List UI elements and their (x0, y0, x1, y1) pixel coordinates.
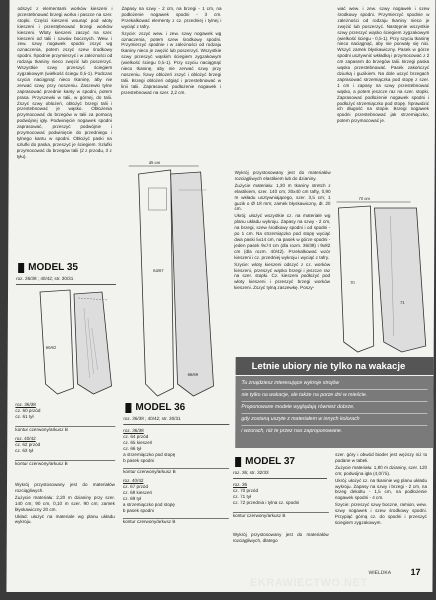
banner-line: nie tylko na wakacje, ale także na porze dni w mieście. (241, 390, 427, 402)
model37-sizes-main: roz. 36; str. 32/33 (233, 470, 269, 475)
model36-sizes-main: roz. 36/38 ; 40/42; str. 30/31 (123, 416, 181, 421)
model35-sizes (16, 276, 116, 282)
size-row: cz. 69 tył (122, 496, 142, 501)
pattern-label: 64/67 (153, 268, 164, 273)
size-row: roz. 40/42 (15, 436, 36, 441)
col2-paragraph: Szycie: zszyć wew. i zew. szwy nogawek wg oznaczenia, potem szew środkowy spodni. Przymierzyć spodnie i w zależności od rodzaju tkaniny nieco je zwężić lub poszerzyć. Wszystkie szwy przeszyć wąskim ściegiem zygzakowym (wielkość ściegu 0,5-1). Przy szyciu naciągnąć nieco tkaninę, aby nie zerwać szwy przy noszeniu. Szwy oblożeń zszyć i oblożyć brzegi talii. Brzegi oblożeń odgiąć i przestebnować w linii talii. Zaprasować podłożenie nogawek i przestebnować na szer. 2,2 cm. (121, 30, 222, 95)
col3-paragraph: Ukrój: ułożyć wszystkie cz. na materiale wg planu układu wykroju. Zapasy na szwy - 2 cm, na brzegi, szew środkowy spodni i od spodni - po 1 cm. Na strzemiączko pod stopę wyciąć dwa paski 5x14 cm, na pasek w górze spodni - jeden pasek 9x74 cm (dla rozm. 36/38) i 9x82 cm (dla rozm. 40/42). Przekalkować wzór kieszeni i cz. przedniej wykroju i wyciąć z tafry. (234, 213, 331, 260)
size-row: b pasek spodni (122, 508, 154, 513)
model-marker-icon (18, 263, 24, 273)
measure-label: 70 cm (358, 196, 370, 201)
banner-line: i wzorach, niż te przez nas zaproponowane. (241, 428, 343, 434)
magazine-page (6, 0, 435, 592)
col4-paragraph: wać wew. i zew. szwy nogawek i szew środkowy spodni. Przymierzyć spodnie w zależności od rodzaju tkaniny nieco je zwężić lub poszerzyć. Następnie wszystkie szwy przeszyć wąsko ściegiem zygzakowym (wielkość ściegu - 0,5-1). Przy szyciu tkaninę nieco naciągnąć, aby nie porwały się nici. Wszyć zamek błyskawiczny. Pasek w górze spodni usztywnić wkładką i przymocować z 2 cm zapasem do brzegów talii. Brzegi paska wąsko przestebnować. Pasek zakończyć dziurką i guzikiem. Na dole uszyć brzegach zaprasować strzemiączka pod stopę z szer. 1 cm i zapasy na szwy przestebnować wąsko, a potem jeszcze raz na szer. stopki. Zaprasować podłożenie nogawek spodni i podłożyć strzemiączko pod stopę. Sprawdzić ich długość na stopie. Brzegi nogawek spodni przestebnować jak strzemiączko, potem przymocować je. (336, 6, 430, 124)
banner-line: Tu znajdziesz interesujące wykroje strojów (242, 378, 428, 390)
measure-label: 45 cm (148, 160, 161, 165)
col4-bottom-paragraph: Ukrój: ułożyć cz. na tkaninie wg planu układu wykroju. Zapasy na szwy i brzegi - 2 cm, na brzeg dekoltu - 1,5 cm, na podłożenie nogawek spodni - 4 cm. (334, 477, 428, 501)
size-row: cz. 60 przód (15, 408, 41, 413)
page-number: 17 (410, 567, 421, 577)
size-row: b pasek spodni (123, 458, 155, 463)
col4-bottom-text (335, 452, 427, 527)
model35-wykroj: Wykrój przystosowany jest do materiałów rozciągliwych. (14, 482, 116, 493)
pattern-label: 71 (399, 300, 405, 305)
model36-title: MODEL 36 (135, 402, 186, 413)
model35-title: MODEL 35 (28, 262, 79, 273)
size-row: cz. 65 kieszeń (123, 440, 153, 445)
model35-instructions (15, 482, 115, 526)
banner-title: Letnie ubiory nie tylko na wakacje (251, 360, 406, 372)
col3-text (234, 170, 331, 292)
banner-line: Proponowane modele wyglądają również dobrze, (241, 402, 427, 414)
col4-bottom-paragraph: szer. góry i obwód bioder jest węższy niż to podane w tabeli. (335, 452, 428, 463)
model37-title: MODEL 37 (245, 456, 296, 467)
size-row: cz. 62 przód (15, 442, 41, 447)
model37-size-list (233, 482, 329, 519)
size-row: cz. 64 przód (123, 434, 149, 439)
col3-paragraph: Wykrój przystosowany jest do materiałów rozciągliwych elastikiem lub do dzianiny. (234, 170, 331, 181)
col3-paragraph: Zużycie materiału: 1,30 m tkaniny stretch z elastikiem, szer. 140 cm; 30x40 cm tafty, 0,90 m wkładu usztywniającego, szer. 3,5 cm; 1 guzik o Ø 18 mm; zamek błyskawiczny, dł. 20 cm. (234, 182, 331, 212)
banner-line: gdy zostaną uszyte z materiałem w innych kolorach (241, 414, 427, 426)
model37-pattern (330, 196, 435, 356)
col4-text (337, 6, 430, 125)
model37-heading (235, 456, 295, 467)
model-marker-icon (235, 457, 241, 467)
col4-bottom-paragraph: Zużycie materiału: 1,80 m dzianiny, szer. 120 cm; podwójna igła (4,0/75). (335, 464, 428, 476)
size-row: cz. 70 przód (232, 488, 259, 493)
size-row: cz. 71 tył (232, 494, 252, 499)
pattern-label: 60/62 (45, 345, 57, 350)
size-row: a strzemiączko pod stopę (123, 452, 176, 457)
model35-zuzycie: Zużycie materiału: 2,20 m dzianiny przy szer. 140 cm; 90 cm, 0,10 m szer. 90 cm; zamek błyskawiczny 20 cm. (14, 494, 115, 512)
model36-size-list (123, 428, 230, 525)
size-row: roz. 36 (232, 482, 248, 487)
size-row: a strzemiączko pod stopę (122, 502, 176, 507)
model35-pattern (29, 288, 122, 398)
col2-text (121, 6, 221, 97)
size-row: cz. 72 przednia i tylna cz. spodni (232, 500, 300, 505)
pattern-label: 66/69 (187, 372, 199, 377)
banner-intro (235, 376, 433, 448)
section-banner (236, 357, 434, 375)
size-row: kontur czerwony/arkusz B (233, 512, 329, 519)
model37-sizes (233, 470, 329, 476)
divider (16, 284, 116, 285)
divider (233, 478, 327, 479)
size-row: roz. 36/38 (15, 402, 36, 407)
size-row: cz. 66 tył (123, 446, 142, 451)
model37-wykroj: Wykrój przystosowany jest do materiałów rozciągliwych, dlatego (232, 532, 329, 543)
size-row: kontur czerwony/arkusz B (15, 460, 115, 467)
size-row: kontur czerwony/arkusz B (123, 518, 229, 525)
model35-heading (18, 262, 78, 273)
size-row: kontur czerwony/arkusz B (123, 468, 229, 475)
model35-uklad: Układ: ułożyć na materiale wg planu układu wykroju. (14, 513, 115, 525)
model36-sizes (123, 416, 231, 422)
size-row: cz. 63 tył (15, 448, 34, 453)
model35-sizes-main: roz. 36/38 ; 40/42; str. 30/31 (16, 276, 74, 281)
size-row: roz. 40/42 (123, 478, 144, 483)
col4-bottom-paragraph: Szycie: przeszyć szwy boczne, ramion, wew. szwy nogawek i szew środkowy spodni. Przypiąć górną cz. do spodni i przeszyć ściegiem zygzakowym. (334, 502, 427, 525)
pattern-label: 70 (350, 280, 355, 285)
footer-magazine-name: WIELDKA (368, 570, 392, 576)
model36-heading (125, 402, 185, 413)
model-marker-icon (125, 403, 131, 413)
size-row: kontur czerwony/arkusz B (15, 426, 115, 433)
watermark: EKRAWIECTWO.NET (250, 577, 368, 589)
divider (123, 424, 229, 425)
col1-text (17, 6, 113, 161)
col2-paragraph: Zapasy na szwy - 2 cm, na brzegi - 1 cm, na podłożenie nogawek spodni - 3 cm. Przekalkować elementy z cz. przedniej i tylnej i wyciąć z tafry. (121, 6, 222, 29)
model36-pattern (117, 160, 224, 400)
col1-paragraph: odszyć z elementami worków kieszeni i przestebnować brzegi worka i paszce na szer. stopki. Części kieszeni wsunąć pod wloty kieszeni i przestębnować brzegi worków kieszeni. Wloty kieszeni zaszyć na szer. kieszeni od talii i szwów bocznych. Wew. i zew. szwy nogawek spodni zszyć wg oznaczenia, potem zszyć szew środkowy spodni. Spodnie przymierzyć i w zależności od rodzaju tkaniny nieco zwężić lub poszerzyć. Wszystkie szwy przeszyć ściegiem zygzakowym (wielkość ściegu 0,5-1). Podczas szycia naciągnąć nieco tkaninę, aby nie zerwać szwy przy noszeniu. Zaszewki tylne zaprasować przednie kanty w spodni, potem prasa. Przyszewki w talii, w górnej, do talii. Zszyć szwy oblożeń, oblożyć brzegi talii i przestebnować je wąsko. Oblożenia przymocować do brzegów w talii za pomocą podwójnej igły. Podwinięcie nogawek spodni zaprasować, przeszyć podwójnie i przymocować podwinięcie do przedniego i tylnego kantu w spodni. Oblożyć paski na szlufki do paska, przeszyć je ściegiem. Szlufki przymocować do brzegów talii (2 z przodu, 3 z tyłu). (16, 6, 113, 159)
model35-size-list (15, 402, 115, 467)
model37-wykroj-text (233, 532, 329, 545)
col3-paragraph: Szycie: wloty kieszeni odszyć z cz. worków kieszeni, przeszyć wąsko brzegi i jeszcze raz na szer. stopki. Cz. kieszeni podłożyć pod wloty kieszeni i przeszyć brzegi worków kieszeni. Zszyć tylną zaszewkę. Poszy- (234, 261, 331, 291)
size-row: cz. 61 tył (15, 414, 34, 419)
size-row: roz. 36/38 (123, 428, 144, 433)
size-row: cz. 68 kieszeń (122, 490, 153, 495)
size-row: cz. 67 przód (122, 484, 149, 489)
